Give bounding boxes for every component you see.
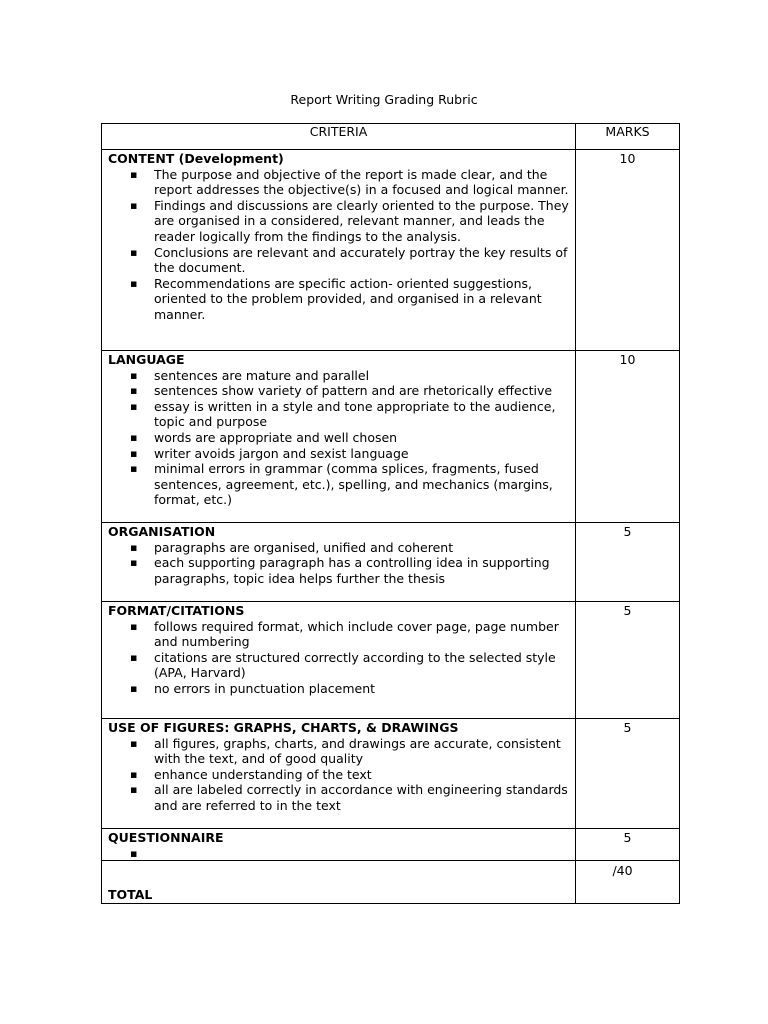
list-item: ▪ sentences are mature and parallel [154,368,569,384]
criteria-bullet-list [108,619,569,697]
criteria-title: QUESTIONNAIRE [108,830,224,845]
marks-cell: 10 [576,351,680,523]
criteria-title: LANGUAGE [108,352,185,367]
criteria-row-questionnaire [102,829,680,861]
document-title: Report Writing Grading Rubric [290,92,478,107]
criteria-title: USE OF FIGURES: GRAPHS, CHARTS, & DRAWINGS [108,720,459,735]
marks-cell: 5 [576,602,680,719]
list-item: ▪ enhance understanding of the text [154,767,569,783]
marks-cell: 10 [576,150,680,351]
criteria-cell [102,829,576,861]
marks-cell: 5 [576,829,680,861]
criteria-cell [102,351,576,523]
criteria-row-format-citations [102,602,680,719]
total-label: TOTAL [102,861,576,904]
list-item: ▪ Findings and discussions are clearly oriented to the purpose. They are organised in a considered, relevant manner, and leads the reader logically from the findings to the analysis. [154,198,569,245]
total-marks: /40 [576,861,680,904]
marks-header: MARKS [576,124,680,150]
list-item: ▪ Conclusions are relevant and accurately portray the key results of the document. [154,245,569,276]
criteria-bullet-list [108,167,569,323]
criteria-row-language [102,351,680,523]
criteria-cell [102,523,576,602]
list-item: ▪ paragraphs are organised, unified and coherent [154,540,569,556]
criteria-row-figures [102,719,680,829]
list-item: ▪ writer avoids jargon and sexist language [154,446,569,462]
criteria-title: CONTENT (Development) [108,151,284,166]
criteria-row-organisation [102,523,680,602]
list-item: ▪ follows required format, which include cover page, page number and numbering [154,619,569,650]
list-item: ▪ each supporting paragraph has a controlling idea in supporting paragraphs, topic idea helps further the thesis [154,555,569,586]
criteria-row-content [102,150,680,351]
marks-cell: 5 [576,523,680,602]
list-item: ▪ all are labeled correctly in accordance with engineering standards and are referred to in the text [154,782,569,813]
list-item: ▪ The purpose and objective of the report is made clear, and the report addresses the objective(s) in a focused and logical manner. [154,167,569,198]
criteria-bullet-list [108,540,569,587]
criteria-bullet-list [108,368,569,508]
criteria-title: ORGANISATION [108,524,216,539]
header-row [102,124,680,150]
list-item: ▪ minimal errors in grammar (comma splices, fragments, fused sentences, agreement, etc.), spelling, and mechanics (margins, format, etc.) [154,461,569,508]
list-item: ▪ Recommendations are specific action- oriented suggestions, oriented to the problem provided, and organised in a relevant manner. [154,276,569,323]
total-row [102,861,680,904]
list-item: ▪ no errors in punctuation placement [154,681,569,697]
list-item: ▪ sentences show variety of pattern and are rhetorically effective [154,383,569,399]
criteria-cell [102,150,576,351]
rubric-table [101,123,680,904]
criteria-header: CRITERIA [102,124,576,150]
criteria-cell [102,719,576,829]
list-item: ▪ all figures, graphs, charts, and drawings are accurate, consistent with the text, and of good quality [154,736,569,767]
marks-cell: 5 [576,719,680,829]
criteria-bullet-list [108,736,569,814]
list-item: ▪ essay is written in a style and tone appropriate to the audience, topic and purpose [154,399,569,430]
criteria-cell [102,602,576,719]
list-item: ▪ citations are structured correctly according to the selected style (APA, Harvard) [154,650,569,681]
criteria-title: FORMAT/CITATIONS [108,603,245,618]
list-item: ▪ words are appropriate and well chosen [154,430,569,446]
